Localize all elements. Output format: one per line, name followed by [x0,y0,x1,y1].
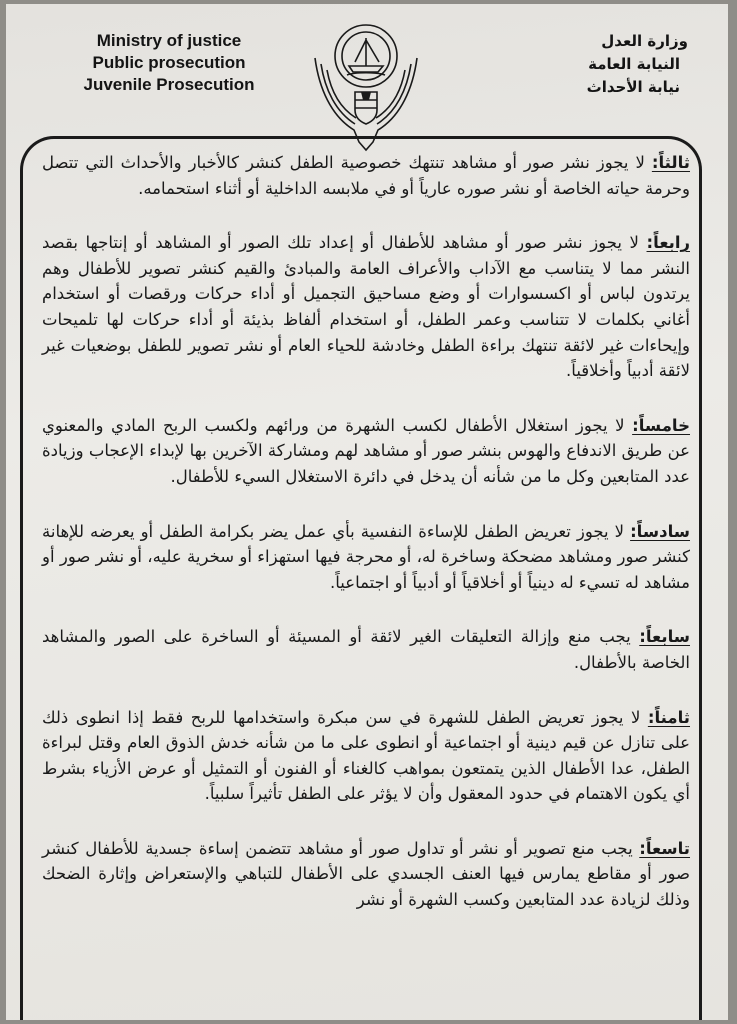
english-header [54,30,284,96]
clause-label: رابعاً: [646,233,690,253]
clause-fourth [42,230,690,384]
clauses-body [42,150,690,942]
clause-ninth [42,836,690,913]
office-name-ar: نيابة الأحداث [586,78,680,96]
arabic-header [488,30,688,99]
clause-label: خامساً: [632,415,690,435]
ministry-name-en: Ministry of justice [96,31,242,50]
clause-label: ثالثاً: [651,153,690,172]
clause-label: تاسعاً: [639,838,690,858]
clause-label: ثامناً: [647,707,690,727]
clause-third [42,150,690,201]
clause-text: لا يجوز تعريض الطفل للإساءة النفسية بأي عمل يضر بكرامة الطفل أو يعرضه للإهانة كنشر صور ومشاهد مضحكة وساخرة له، أو محرجة فيها استهزاء أو سخرية عليه، أو نشر صور أو مشاهد له تسيء له دينياً أو أخلاقياً أو أدبياً أو اجتماعياً. [42,521,690,592]
clause-text: يجب منع وإزالة التعليقات الغير لائقة أو المسيئة أو الساخرة على الصور والمشاهد الخاصة بالأطفال. [42,627,690,672]
kuwait-state-emblem-icon [309,18,423,154]
clause-text: يجب منع تصوير أو نشر أو تداول صور أو مشاهد تتضمن إساءة جسدية للأطفال كنشر صور أو مقاطع يمارس فيها العنف الجسدي على الأطفال للتباهي والإستعراض وإثارة الضحك وذلك لزيادة عدد المتابعين وكسب الشهرة أو نشر [42,838,690,910]
clause-text: لا يجوز نشر صور أو مشاهد للأطفال أو إعداد تلك الصور أو المشاهد أو إنتاجها بقصد النشر مما لا يتناسب مع الآداب والأعراف العامة والمبادئ والقيم كنشر تصوير للأطفال وهم يرتدون لباس أو اكسسوارات أو وضع مساحيق التجميل أو أداء حركات ورقصات أو استخدام أغاني بكلمات لا تتناسب وعمر الطفل، أو استخدام ألفاظ بذيئة أو أداء حركات لها تلميحات وإيحاءات غير لائقة تنتهك براءة الطفل وخادشة للحياء العام أو نشر تصوير للطفل بوضعيات غير لائقة أدبياً وأخلاقياً. [42,233,690,381]
clause-fifth [42,413,690,490]
document-page [6,4,728,1020]
clause-label: سابعاً: [639,627,690,647]
clause-seventh [42,624,690,675]
clause-label: سادساً: [630,521,690,541]
ministry-name-ar: وزارة العدل [601,32,688,50]
clause-text: لا يجوز تعريض الطفل للشهرة في سن مبكرة واستخدامها للربح فقط إذا انطوى ذلك على تنازل عن قيم دينية أو اجتماعية أو انطوى على ما من شأنه خدش الذوق العام وقتل لبراءة الطفل، عدا الأطفال الذين يتمتعون بمواهب كالغناء أو الفنون أو التمثيل أو عرض الأزياء بشرط أي يكون الاهتمام في حدود المعقول وأن لا يؤثر على الطفل تأثيراً سلبياً. [42,707,690,804]
department-name-ar: النيابة العامة [588,55,680,73]
clause-text: لا يجوز استغلال الأطفال لكسب الشهرة من ورائهم ولكسب الربح المادي والمعنوي عن طريق الاندفاع والهوس بنشر صور أو مشاهد لهم ومشاركة الآخرين بها لإبداء الإعجاب وزيادة عدد المتابعين وكل ما من شأنه أن يدخل في دائرة الاستغلال السيء للأطفال. [42,415,690,486]
office-name-en: Juvenile Prosecution [83,75,255,94]
clause-eighth [42,705,690,807]
department-name-en: Public prosecution [92,53,246,72]
clause-text: لا يجوز نشر صور أو مشاهد تنتهك خصوصية الطفل كنشر كالأخبار والأحداث التي تتصل وحرمة حياته الخاصة أو نشر صوره عارياً أو في ملابسه الداخلية أو أثناء استحمامه. [42,153,690,198]
clause-sixth [42,519,690,596]
